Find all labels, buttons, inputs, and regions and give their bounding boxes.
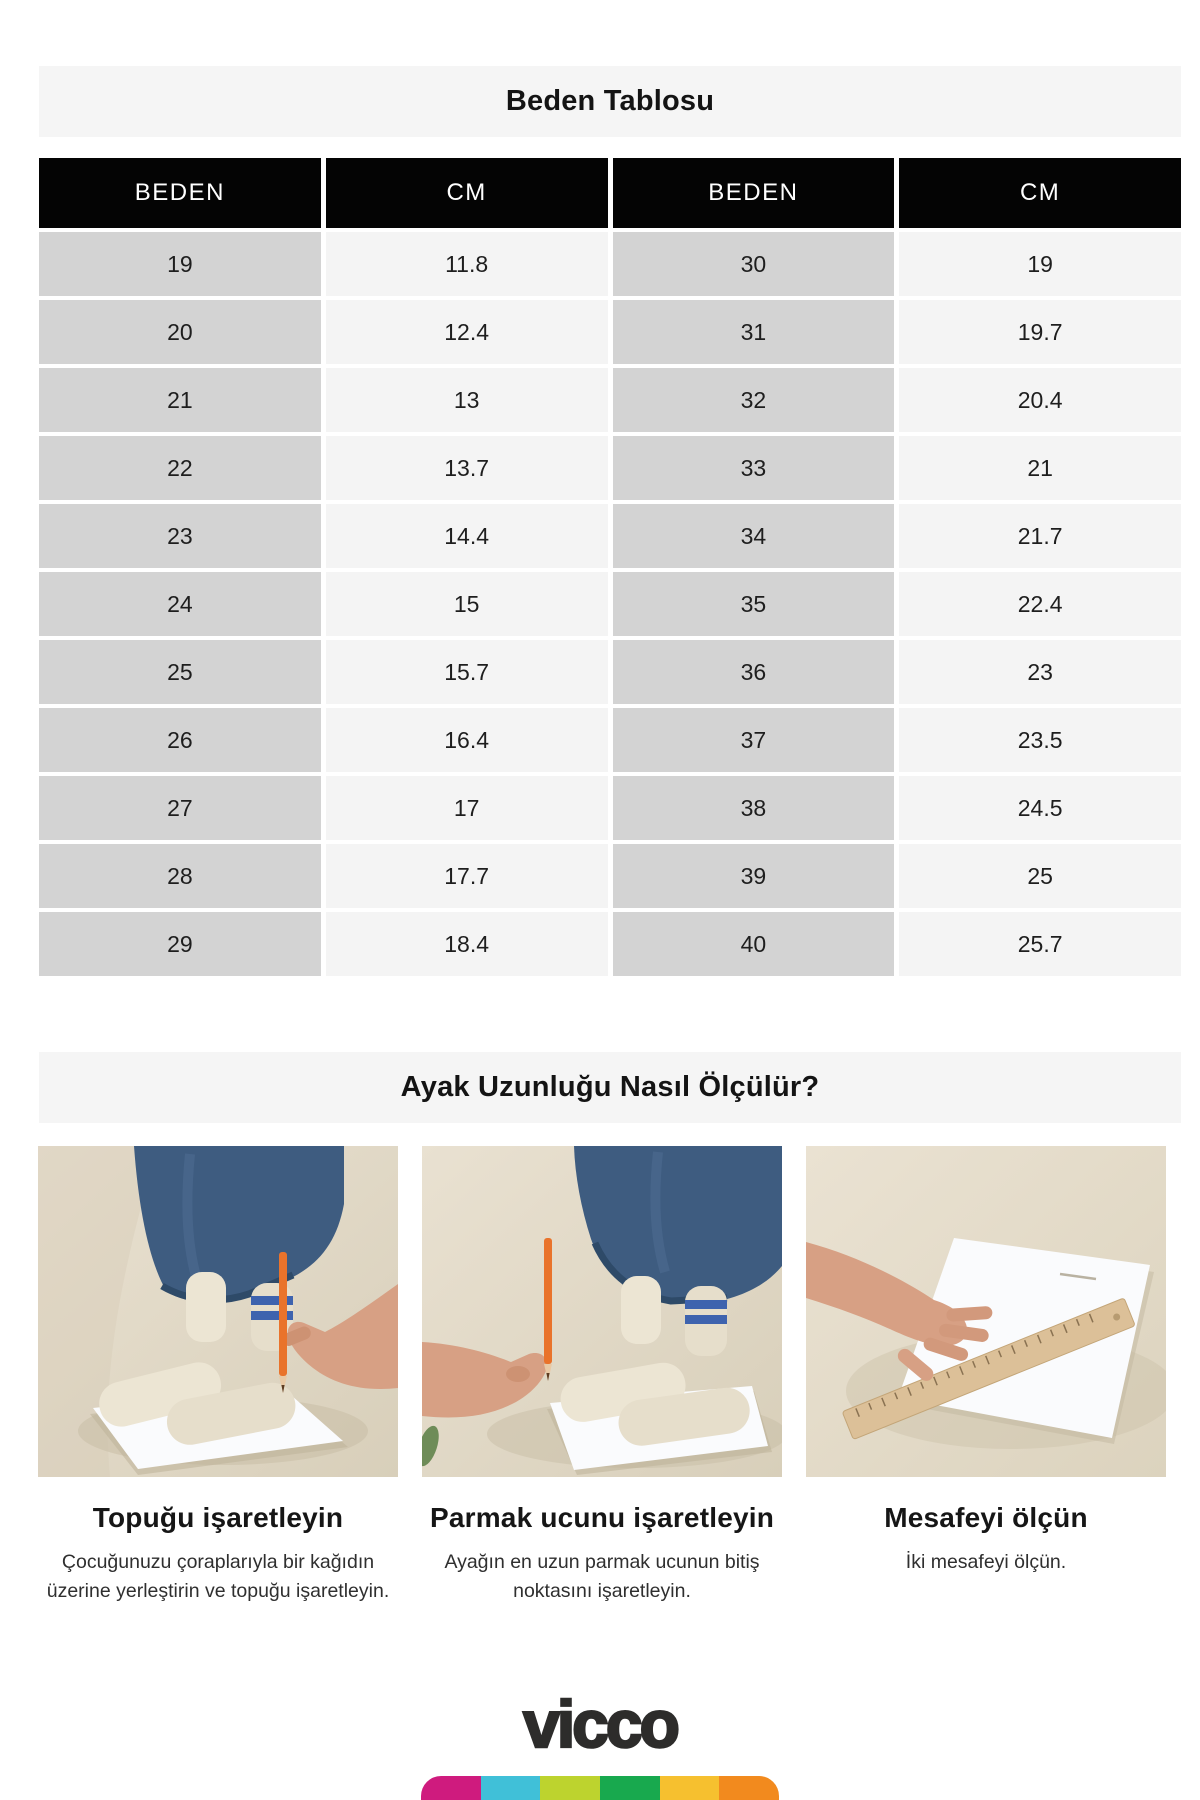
size-cell: 32 [613,368,895,432]
brand-bar-segment [660,1776,720,1800]
size-cell: 38 [613,776,895,840]
cm-cell: 12.4 [326,300,608,364]
step-caption-heel [38,1502,398,1607]
size-cell: 35 [613,572,895,636]
size-table-header-cell: CM [899,158,1181,228]
size-table [39,158,1181,976]
pencil-shape [279,1252,287,1393]
cm-cell: 17 [326,776,608,840]
size-cell: 26 [39,708,321,772]
step-description: İki mesafeyi ölçün. [905,1551,1067,1573]
brand-bar-segment [481,1776,541,1800]
measure-steps-photos [38,1146,1166,1477]
size-table-header-cell: BEDEN [613,158,895,228]
measure-section-band [39,1052,1181,1123]
cm-cell: 19.7 [899,300,1181,364]
size-chart-title-band [39,66,1181,137]
size-cell: 36 [613,640,895,704]
step-description: Ayağın en uzun parmak ucunun bitiş noktasını işaretleyin. [444,1551,760,1603]
cm-cell: 23 [899,640,1181,704]
vicco-logo: vicco [523,1687,677,1761]
cm-cell: 25.7 [899,912,1181,976]
size-cell: 37 [613,708,895,772]
cm-cell: 24.5 [899,776,1181,840]
size-cell: 20 [39,300,321,364]
cm-cell: 14.4 [326,504,608,568]
size-cell: 28 [39,844,321,908]
measure-steps-captions [38,1502,1166,1607]
cm-cell: 13 [326,368,608,432]
step-title: Mesafeyi ölçün [884,1502,1088,1533]
step-caption-measure [806,1502,1166,1607]
mark-toe-photo [422,1146,782,1477]
size-cell: 33 [613,436,895,500]
size-table-header-cell: CM [326,158,608,228]
measure-section-title: Ayak Uzunluğu Nasıl Ölçülür? [400,1071,820,1103]
page-title: Beden Tablosu [505,85,715,117]
cm-cell: 21 [899,436,1181,500]
size-cell: 25 [39,640,321,704]
brand-bar-segment [421,1776,481,1800]
size-cell: 27 [39,776,321,840]
size-cell: 21 [39,368,321,432]
size-cell: 30 [613,232,895,296]
cm-cell: 17.7 [326,844,608,908]
cm-cell: 18.4 [326,912,608,976]
brand-color-bar [421,1776,779,1800]
cm-cell: 11.8 [326,232,608,296]
step-description: Çocuğunuzu çoraplarıyla bir kağıdın üzerine yerleştirin ve topuğu işaretleyin. [46,1551,390,1603]
cm-cell: 19 [899,232,1181,296]
size-cell: 19 [39,232,321,296]
cm-cell: 16.4 [326,708,608,772]
cm-cell: 13.7 [326,436,608,500]
size-cell: 23 [39,504,321,568]
size-table-header-cell: BEDEN [39,158,321,228]
cm-cell: 22.4 [899,572,1181,636]
brand-bar-segment [540,1776,600,1800]
size-cell: 39 [613,844,895,908]
step-title: Topuğu işaretleyin [92,1502,344,1533]
size-cell: 34 [613,504,895,568]
brand-bar-segment [719,1776,779,1800]
size-cell: 31 [613,300,895,364]
brand-bar-segment [600,1776,660,1800]
cm-cell: 20.4 [899,368,1181,432]
size-cell: 22 [39,436,321,500]
cm-cell: 25 [899,844,1181,908]
size-cell: 29 [39,912,321,976]
size-cell: 24 [39,572,321,636]
step-caption-toe [422,1502,782,1607]
size-cell: 40 [613,912,895,976]
cm-cell: 15.7 [326,640,608,704]
step-title: Parmak ucunu işaretleyin [429,1502,775,1533]
measure-distance-photo [806,1146,1166,1477]
cm-cell: 15 [326,572,608,636]
mark-heel-photo [38,1146,398,1477]
cm-cell: 23.5 [899,708,1181,772]
cm-cell: 21.7 [899,504,1181,568]
pencil-shape [544,1238,552,1381]
